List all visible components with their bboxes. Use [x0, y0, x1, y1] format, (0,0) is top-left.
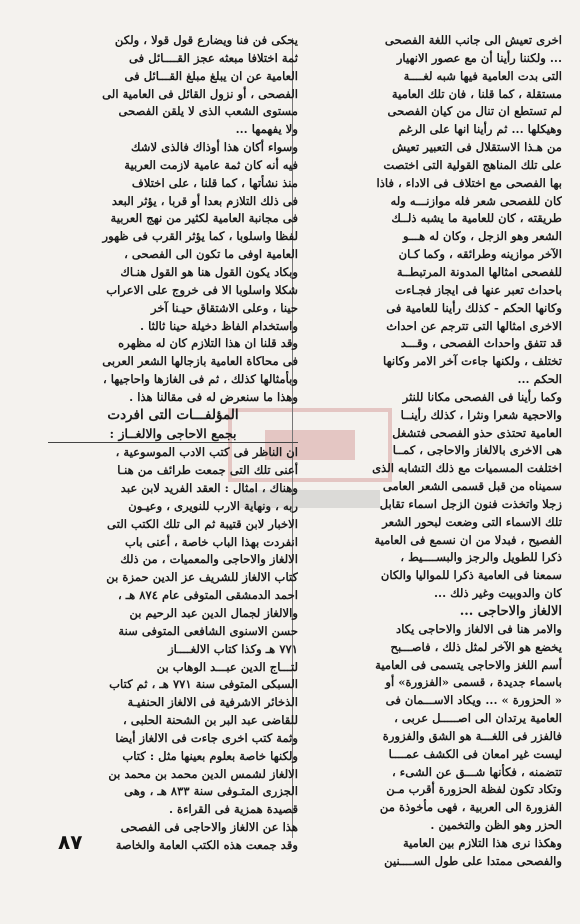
text-line: التى بدت العامية فيها شبه لغــــة: [403, 68, 562, 83]
text-line: وثمة كتب اخرى جاءت فى الالغاز أيضا: [115, 730, 298, 745]
text-line: زجلا واتخذت فنون الزجل اسماء تقابل: [379, 496, 562, 511]
page-number: ٨٧: [58, 830, 83, 854]
text-line: فيه أنه كان ثمة عامية لازمت العربية: [124, 157, 298, 172]
text-line: احمد الدمشقى المتوفى عام ٨٧٤ هـ ،: [117, 588, 298, 603]
text-line: فى ذلك التلازم بعدا أو قربا ، يؤثر البعد: [111, 193, 298, 208]
text-line: الفصحى ، أو نزول القائل فى العامية الى: [102, 86, 298, 101]
text-line: تلك الاسماء التى وضعت لبحور الشعر: [382, 514, 562, 529]
text-line: ان الناظر فى كتب الادب الموسوعية ،: [115, 445, 298, 460]
right-column-paragraphs: [300, 32, 562, 603]
text-line: وهيكلها ... ثم رأينا انها على الرغم: [398, 122, 562, 137]
text-line: بها الفصحى مع اختلاف فى الاداء ، فاذا: [376, 175, 562, 190]
text-line: باحداث تعبر عنها فى ايجاز فجـاءت: [395, 282, 562, 297]
text-line: الحزر وهو الظن والتخمين .: [430, 818, 562, 833]
text-line: ٧٧١ هـ وكذا كتاب الالغــــاز: [168, 641, 298, 656]
text-line: أعنى تلك التى جمعت طرائف من هنـا: [117, 463, 298, 478]
text-line: وهناك ، امثال : العقد الفريد لابن عبد: [120, 481, 298, 496]
text-line: وكانها الحكم - كذلك رأينا للعامية فى: [386, 300, 562, 315]
text-line: لم تستطع ان تنال من كيان الفصحى: [387, 104, 562, 119]
text-line: ثمة اختلافا مبعثه عجز القــــائل فى: [129, 50, 298, 65]
text-line: فالفزر فى اللغـــة هو الشق والفزورة: [382, 728, 562, 743]
right-column-paragraphs-2: [300, 621, 562, 871]
text-line: الاخبار لابن قتيبة ثم الى تلك الكتب التى: [107, 516, 298, 531]
left-column-paragraphs: [48, 32, 298, 407]
text-line: والفصحى ممتدا على طول الســــنين: [384, 853, 562, 868]
text-line: لفظا واسلوبا ، كما يؤثر القرب فى ظهور: [102, 229, 298, 244]
left-column-paragraphs-2: [48, 444, 298, 854]
text-line: العامية عن ان يبلغ مبلغ القـــائل فى: [124, 68, 298, 83]
text-line: طريقته ، كان للعامية ما يشبه ذلــك: [391, 211, 562, 226]
text-line: وقد قلنا ان هذا التلازم كان له مظهره: [118, 336, 298, 351]
text-line: يحكى فن فنا ويضارع قول قولا ، ولكن: [114, 33, 298, 47]
text-line: والاحجية شعرا ونثرا ، كذلك رأينــا: [400, 407, 562, 422]
text-line: الفزورة الى العربية ، فهى مأخوذة من: [379, 800, 562, 815]
text-line: ولا يفهمها ...: [235, 122, 298, 137]
text-line: ربه ، ونهاية الارب للنويرى ، وعيـون: [128, 498, 298, 513]
left-column: [48, 32, 298, 855]
text-line: سمعنا فى العامية ذكرا للمواليا والكان: [380, 568, 562, 583]
text-line: وقد جمعت هذه الكتب العامة والخاصة: [115, 837, 298, 852]
section-title: المؤلفـــات التى افردت: [107, 406, 239, 423]
text-line: والالغاز لجمال الدين عبد الرحيم بن: [129, 606, 298, 620]
text-line: الاخرى امثالها التى تترجم عن احداث: [386, 318, 562, 333]
text-line: الجزرى المتـوفى سنة ٨٣٣ هـ ، وهى: [124, 784, 298, 799]
text-line: تتضمنه ، فكأنها شـــق عن الشىء ،: [391, 764, 562, 779]
text-line: هذا عن الالغاز والاحاجى فى الفصحى: [120, 820, 298, 835]
text-line: ولكنها خاصة بعلوم بعينها مثل : كتاب: [122, 748, 298, 763]
right-column: [300, 32, 562, 871]
text-line: وسواء أكان هذا أوذاك فالذى لاشك: [131, 140, 298, 155]
text-line: انفردت بهذا الباب خاصة ، أعنى باب: [124, 534, 298, 549]
text-line: وبأمثالها كذلك ، ثم فى الغازها واحاجيها ،: [103, 372, 298, 387]
text-line: اختلفت المسميات مع ذلك التشابه الذى: [372, 461, 562, 476]
text-line: يخضع هو الآخر لمثل ذلك ، فاصـــبح: [390, 639, 562, 654]
text-line: ... ولكننا رأينا أن مع عصور الانهيار: [396, 50, 562, 65]
text-line: تختلف ، ولكنها جاءت آخر الامر وكانها: [383, 354, 562, 369]
text-line: من هـذا الاستقلال فى التعبير تعيش: [392, 140, 562, 155]
text-line: العامية يرتدان الى اصـــــل عربى ،: [394, 711, 562, 726]
text-line: وكما رأينا فى الفصحى مكانا للنثر: [402, 389, 562, 404]
text-line: الفصيح ، فبدلا من ان نسمع فى العامية: [374, 532, 562, 547]
text-line: كان والدوبيت وغير ذلك ...: [434, 586, 562, 601]
text-line: للقاضى عبد البر بن الشحنة الحلبى ،: [123, 713, 298, 728]
text-line: مستقلة ، كما قلنا ، فان تلك العامية: [391, 86, 562, 101]
text-line: حينا ، وعلى الاشتقاق حيـنا آخر: [151, 300, 298, 315]
text-line: مستوى الشعب الذى لا يلقن الفصحى: [118, 104, 298, 119]
text-line: أسم اللغز والاحاجى يتسمى فى العامية: [375, 657, 562, 672]
text-line: هى الاخرى بالالغاز والاحاجى ، كمــا: [392, 443, 562, 458]
text-line: كان للفصحى شعر فله موازنـــه وله: [390, 193, 562, 208]
text-line: والامر هنا فى الالغاز والاحاجى يكاد: [396, 621, 562, 636]
text-line: قد تتفق واحداث الفصحى ، وقـــد: [400, 336, 562, 351]
side-heading: الالغاز والاحاجى ...: [459, 604, 562, 619]
text-line: اخرى تعيش الى جانب اللغة الفصحى: [384, 33, 562, 47]
text-line: الحكم ...: [517, 372, 562, 387]
text-line: الذخائر الاشرفية فى الالغاز الحنفيـة: [127, 695, 298, 710]
text-line: وتكاد تكون لفظة الحزورة أقرب مـن: [386, 782, 562, 797]
text-line: فى محاكاة العامية بازجالها الشعر العربى: [102, 354, 298, 369]
text-line: باسماء جديدة ، قسمى «الفزورة» أو: [385, 675, 562, 690]
section-subtitle: بجمع الاحاجى والالغــاز :: [48, 425, 298, 444]
text-line: لتـــاج الدين عبـــد الوهاب بن: [156, 659, 298, 674]
text-line: وهكذا نرى هذا التلازم بين العامية: [402, 835, 562, 850]
text-line: العامية اوفى ما تكون الى الفصحى ،: [124, 247, 298, 262]
text-line: الالغاز لشمس الدين محمد بن محمد بن: [108, 766, 298, 781]
text-line: منذ نشأتها ، كما قلنا ، على اختلاف: [131, 175, 298, 190]
text-line: وهذا ما سنعرض له فى مقالنا هذا .: [129, 389, 298, 404]
text-line: الشعر وهو الزجل ، وكان له هـــو: [402, 229, 562, 244]
text-line: السبكى المتوفى سنة ٧٧١ هـ ، ثم كتاب: [109, 677, 298, 692]
text-line: وبكاد يكون القول هنا هو القول هنـاك: [120, 264, 298, 279]
text-line: فى مجانبة العامية لكثير من نهج العربية: [110, 211, 298, 226]
text-line: كتاب الالغاز للشريف عز الدين حمزة بن: [106, 570, 298, 585]
text-line: شكلا واسلوبا الا فى خروج على الاعراب: [106, 282, 298, 297]
text-line: العامية تحتذى حذو الفصحى فتشغل: [392, 425, 562, 440]
text-line: « الحزورة » ... ويكاد الاســـمان فى: [385, 693, 562, 708]
text-line: سميناه من قبل قسمى الشعر العامى: [382, 479, 562, 494]
text-line: للفصحى امثالها المدونة المرتبطــة: [396, 264, 562, 279]
text-line: قصيدة همزية فى القراءة .: [168, 802, 298, 817]
text-line: على تلك المناهج القولية التى اختصت: [383, 157, 562, 172]
text-line: ذكرا للطويل والرجز والبســــيط ،: [400, 550, 562, 565]
text-line: الآخر موازينه وطرائقه ، وكما كـان: [398, 247, 562, 262]
text-line: ليست غير امعان فى الكشف عمــــا: [388, 746, 562, 761]
text-line: الالغاز والاحاجى والمعميات ، من ذلك: [120, 552, 298, 567]
text-line: واستخدام الفاظ دخيلة حينا ثالثا .: [140, 318, 298, 333]
text-line: حسن الاسنوى الشافعى المتوفى سنة: [118, 623, 298, 638]
